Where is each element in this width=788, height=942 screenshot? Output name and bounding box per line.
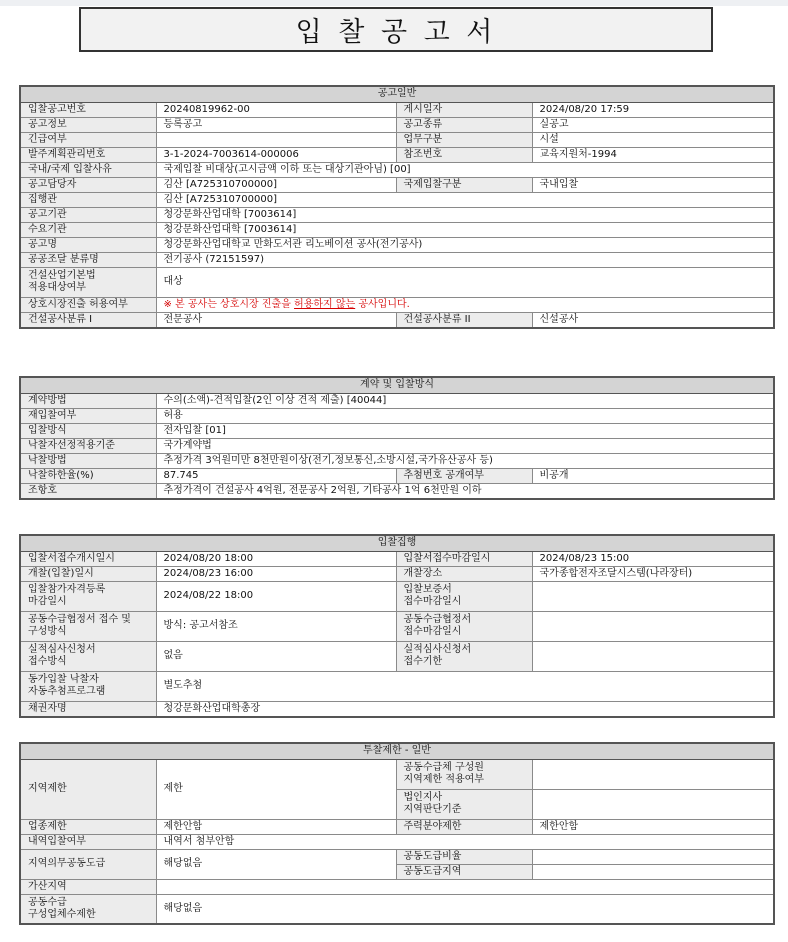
guarantee-label bbox=[396, 581, 532, 611]
category-label: 공공조달 분류명 bbox=[20, 252, 156, 267]
demand-org-value: 청강문화산업대학 [7003614] bbox=[156, 222, 774, 237]
officer-value: 김산 [A725310700000] bbox=[156, 177, 396, 192]
construction-act-label bbox=[20, 267, 156, 297]
contract-method-value: 수의(소액)-견적입찰(2인 이상 견적 제출) [40044] bbox=[156, 393, 774, 408]
joint-ratio-label: 공동도급비율 bbox=[396, 849, 532, 864]
industry-value: 제한안함 bbox=[156, 819, 396, 834]
perf-label bbox=[20, 641, 156, 671]
recv-start-label: 입찰서접수개시일시 bbox=[20, 551, 156, 566]
demand-org-label: 수요기관 bbox=[20, 222, 156, 237]
ref-no-value: 교육지원처-1994 bbox=[532, 147, 774, 162]
joint-limit-value: 해당없음 bbox=[156, 894, 774, 924]
perf-deadline-label-line1: 실적심사신청서 bbox=[403, 644, 472, 655]
joint-limit-label bbox=[20, 894, 156, 924]
cons-class2-value: 신설공사 bbox=[532, 312, 774, 328]
extra-region-label: 가산지역 bbox=[20, 879, 156, 894]
joint-region-label bbox=[396, 759, 532, 789]
order-plan-no-value: 3-1-2024-7003614-000006 bbox=[156, 147, 396, 162]
lottery-disclosure-value: 비공개 bbox=[532, 468, 774, 483]
urgent-value bbox=[156, 132, 396, 147]
branch-value bbox=[532, 789, 774, 819]
joint-deadline-label bbox=[396, 611, 532, 641]
cons-class2-label: 건설공사분류 II bbox=[396, 312, 532, 328]
industry-label: 업종제한 bbox=[20, 819, 156, 834]
contract-method-label: 계약방법 bbox=[20, 393, 156, 408]
perf-deadline-label bbox=[396, 641, 532, 671]
joint-region-label-line1: 공동수급체 구성원 bbox=[403, 762, 484, 773]
joint-label-line2: 구성방식 bbox=[28, 626, 67, 637]
construction-act-label-line1: 건설산업기본법 bbox=[28, 270, 96, 281]
intl-type-label: 국제입찰구분 bbox=[396, 177, 532, 192]
bid-no-value: 20240819962-00 bbox=[156, 102, 396, 117]
main-field-label: 주력분야제한 bbox=[396, 819, 532, 834]
qual-label-line1: 입찰참가자격등록 bbox=[28, 584, 106, 595]
award-method-value: 추정가격 3억원미만 8천만원이상(전기,정보통신,소방시설,국가유산공사 등) bbox=[156, 453, 774, 468]
officer-label: 공고담당자 bbox=[20, 177, 156, 192]
notice-name-value: 청강문화산업대학교 만화도서관 리노베이션 공사(전기공사) bbox=[156, 237, 774, 252]
ref-no-label: 참조번호 bbox=[396, 147, 532, 162]
guarantee-label-line2: 접수마감일시 bbox=[403, 596, 462, 607]
bid-method-label: 입찰방식 bbox=[20, 423, 156, 438]
joint-region-value bbox=[532, 759, 774, 789]
recv-end-label: 입찰서접수마감일시 bbox=[396, 551, 532, 566]
perf-deadline-value bbox=[532, 641, 774, 671]
work-type-label: 업무구분 bbox=[396, 132, 532, 147]
joint-deadline-label-line2: 접수마감일시 bbox=[403, 626, 462, 637]
selection-label: 낙찰자선정적용기준 bbox=[20, 438, 156, 453]
open-place-label: 개찰장소 bbox=[396, 566, 532, 581]
branch-label bbox=[396, 789, 532, 819]
joint-ratio-value bbox=[532, 849, 774, 864]
itemized-value: 내역서 첨부안함 bbox=[156, 834, 774, 849]
joint-label bbox=[20, 611, 156, 641]
construction-act-label-line2: 적용대상여부 bbox=[28, 282, 86, 293]
notice-org-label: 공고기관 bbox=[20, 207, 156, 222]
notice-org-value: 청강문화산업대학 [7003614] bbox=[156, 207, 774, 222]
bid-no-label: 입찰공고번호 bbox=[20, 102, 156, 117]
general-section-header: 공고일반 bbox=[20, 86, 774, 102]
open-label: 개찰(입찰)일시 bbox=[20, 566, 156, 581]
contract-section-header: 계약 및 입찰방식 bbox=[20, 377, 774, 393]
mutual-market-label: 상호시장진출 허용여부 bbox=[20, 297, 156, 312]
intl-type-value: 국내입찰 bbox=[532, 177, 774, 192]
perf-label-line1: 실적심사신청서 bbox=[28, 644, 96, 655]
branch-label-line1: 법인지사 bbox=[403, 792, 443, 803]
top-strip bbox=[0, 0, 788, 6]
bid-method-value: 전자입찰 [01] bbox=[156, 423, 774, 438]
joint-limit-label-line2: 구성업체수제한 bbox=[28, 908, 96, 920]
region-value: 제한 bbox=[156, 759, 396, 819]
category-value: 전기공사 (72151597) bbox=[156, 252, 774, 267]
notice-info-label: 공고정보 bbox=[20, 117, 156, 132]
lower-limit-label: 낙찰하한율(%) bbox=[20, 468, 156, 483]
branch-label-line2: 지역판단기준 bbox=[403, 804, 462, 815]
post-date-label: 게시일자 bbox=[396, 102, 532, 117]
lottery-disclosure-label: 추첨번호 공개여부 bbox=[396, 468, 532, 483]
post-date-value: 2024/08/20 17:59 bbox=[532, 102, 774, 117]
regional-joint-value: 해당없음 bbox=[156, 849, 396, 879]
executor-label: 집행관 bbox=[20, 192, 156, 207]
joint-label-line1: 공동수급협정서 접수 및 bbox=[28, 614, 131, 625]
region-label: 지역제한 bbox=[20, 759, 156, 819]
joint-limit-label-line1: 공동수급 bbox=[28, 896, 67, 908]
joint-area-label: 공동도급지역 bbox=[396, 864, 532, 879]
recv-start-value: 2024/08/20 18:00 bbox=[156, 551, 396, 566]
restriction-section-header: 투찰제한 - 일반 bbox=[20, 743, 774, 759]
tie-label-line1: 동가입찰 낙찰자 bbox=[28, 674, 99, 685]
notice-info-value: 등록공고 bbox=[156, 117, 396, 132]
perf-value: 없음 bbox=[156, 641, 396, 671]
tie-label bbox=[20, 671, 156, 701]
rebid-label: 재입찰여부 bbox=[20, 408, 156, 423]
cons-class1-label: 건설공사분류 I bbox=[20, 312, 156, 328]
construction-act-value: 대상 bbox=[156, 267, 774, 297]
joint-region-label-line2: 지역제한 적용여부 bbox=[403, 774, 484, 785]
perf-label-line2: 접수방식 bbox=[28, 656, 67, 667]
qual-label bbox=[20, 581, 156, 611]
notice-name-label: 공고명 bbox=[20, 237, 156, 252]
extra-region-value bbox=[156, 879, 774, 894]
cons-class1-value: 전문공사 bbox=[156, 312, 396, 328]
qual-value: 2024/08/22 18:00 bbox=[156, 581, 396, 611]
selection-value: 국가계약법 bbox=[156, 438, 774, 453]
order-plan-no-label: 발주계획관리번호 bbox=[20, 147, 156, 162]
execution-section bbox=[19, 534, 775, 718]
intl-reason-label: 국내/국제 입찰사유 bbox=[20, 162, 156, 177]
tie-value: 별도추첨 bbox=[156, 671, 774, 701]
document-title: 입 찰 공 고 서 bbox=[295, 17, 497, 48]
general-section bbox=[19, 85, 775, 329]
execution-section-header: 입찰집행 bbox=[20, 535, 774, 551]
contract-section bbox=[19, 376, 775, 500]
clause-label: 조항호 bbox=[20, 483, 156, 499]
main-field-value: 제한안함 bbox=[532, 819, 774, 834]
restriction-section bbox=[19, 742, 775, 925]
guarantee-label-line1: 입찰보증서 bbox=[403, 584, 452, 595]
creditor-label: 채권자명 bbox=[20, 701, 156, 717]
creditor-value: 청강문화산업대학총장 bbox=[156, 701, 774, 717]
perf-deadline-label-line2: 접수기한 bbox=[403, 656, 443, 667]
work-type-value: 시설 bbox=[532, 132, 774, 147]
joint-deadline-value bbox=[532, 611, 774, 641]
urgent-label: 긴급여부 bbox=[20, 132, 156, 147]
rebid-value: 허용 bbox=[156, 408, 774, 423]
joint-deadline-label-line1: 공동수급협정서 bbox=[403, 614, 472, 625]
guarantee-value bbox=[532, 581, 774, 611]
notice-type-value: 실공고 bbox=[532, 117, 774, 132]
mutual-market-prefix: ※ 본 공사는 상호시장 진출을 bbox=[163, 298, 295, 310]
joint-area-value bbox=[532, 864, 774, 879]
executor-value: 김산 [A725310700000] bbox=[156, 192, 774, 207]
mutual-market-suffix: 공사입니다. bbox=[355, 298, 410, 310]
tie-label-line2: 자동추첨프로그램 bbox=[28, 686, 106, 697]
award-method-label: 낙찰방법 bbox=[20, 453, 156, 468]
document-title-box bbox=[79, 7, 713, 52]
qual-label-line2: 마감일시 bbox=[28, 596, 67, 607]
mutual-market-value bbox=[156, 297, 774, 312]
intl-reason-value: 국제입찰 비대상(고시금액 이하 또는 대상기관아님) [00] bbox=[156, 162, 774, 177]
recv-end-value: 2024/08/23 15:00 bbox=[532, 551, 774, 566]
notice-type-label: 공고종류 bbox=[396, 117, 532, 132]
mutual-market-emphasis: 허용하지 않는 bbox=[294, 298, 356, 310]
joint-value: 방식: 공고서참조 bbox=[156, 611, 396, 641]
lower-limit-value: 87.745 bbox=[156, 468, 396, 483]
itemized-label: 내역입찰여부 bbox=[20, 834, 156, 849]
regional-joint-label: 지역의무공동도급 bbox=[20, 849, 156, 879]
open-place-value: 국가종합전자조달시스템(나라장터) bbox=[532, 566, 774, 581]
open-value: 2024/08/23 16:00 bbox=[156, 566, 396, 581]
clause-value: 추정가격이 건설공사 4억원, 전문공사 2억원, 기타공사 1억 6천만원 이하 bbox=[156, 483, 774, 499]
